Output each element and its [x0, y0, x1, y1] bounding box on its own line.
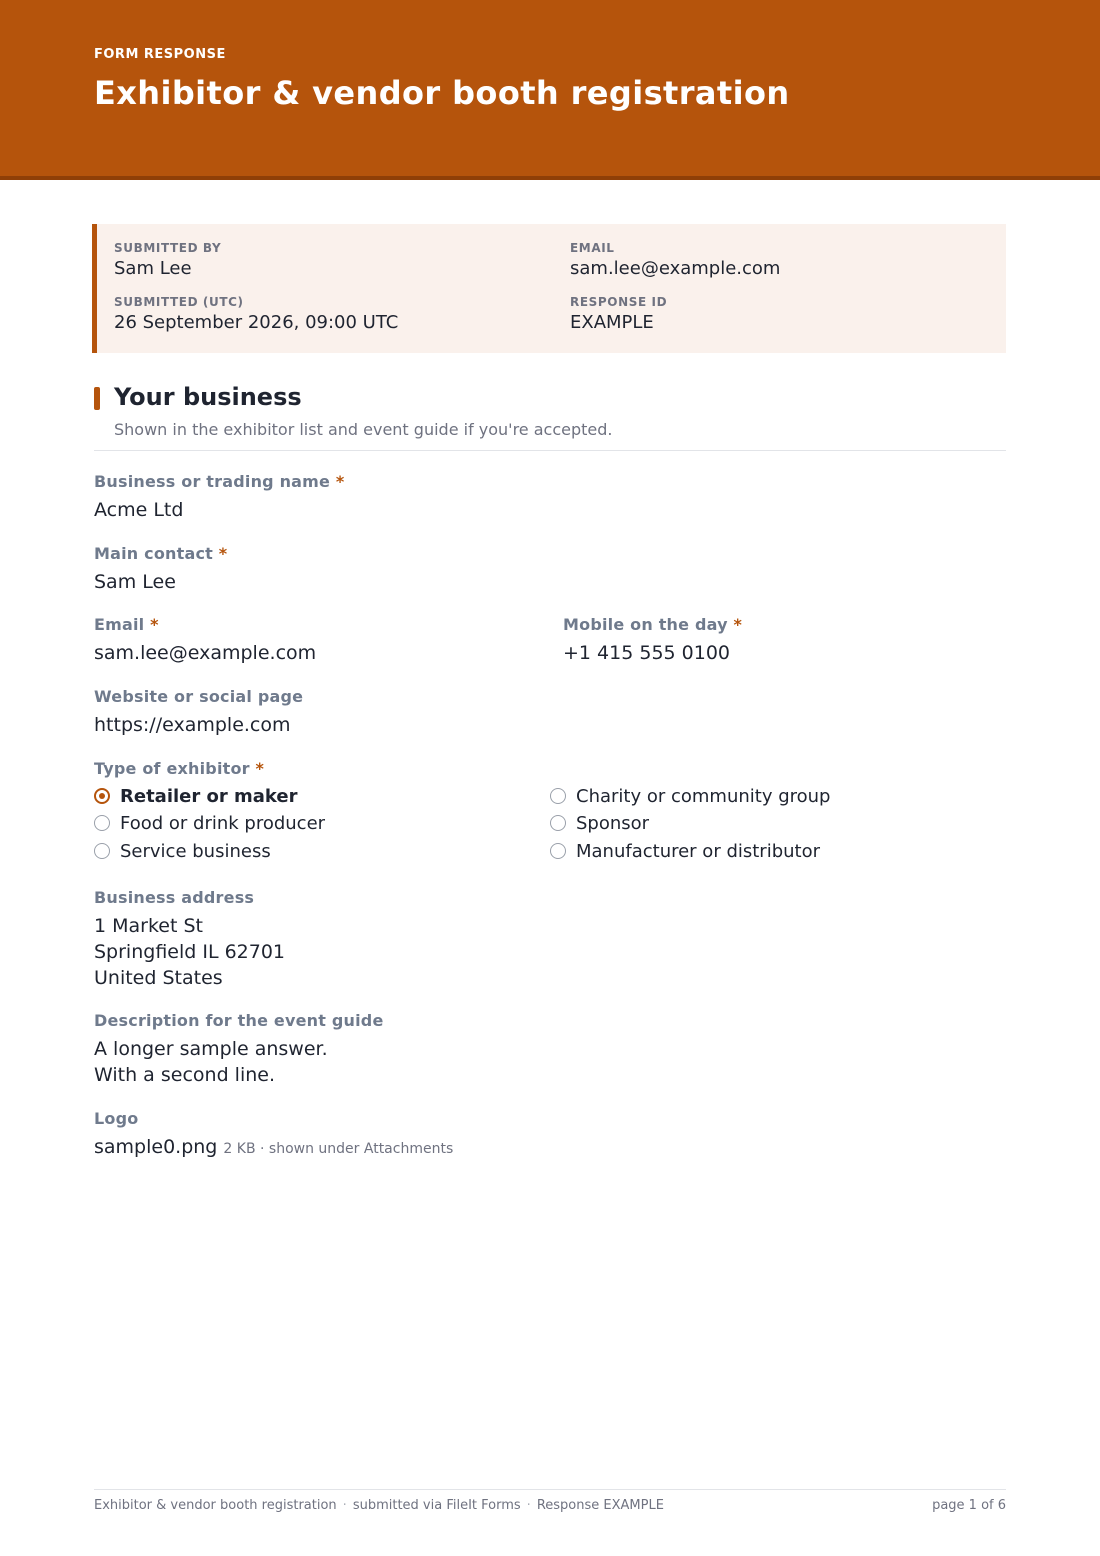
attachment-meta: 2 KB · shown under Attachments: [223, 1141, 454, 1157]
submitted-date: [114, 295, 398, 333]
footer-response: Response EXAMPLE: [536, 1498, 664, 1513]
footer-via: submitted via FileIt Forms: [352, 1498, 521, 1513]
radio-option-label: Service business: [120, 840, 271, 862]
field-email: [94, 615, 316, 666]
address-line: 1 Market St: [94, 915, 203, 937]
radio-option-food[interactable]: [94, 811, 325, 835]
submitted-by-value: Sam Lee: [114, 258, 192, 279]
field-exhibitor-type: [94, 759, 264, 778]
footer-separator: ·: [342, 1498, 347, 1513]
field-label: Logo: [94, 1109, 139, 1128]
radio-empty-icon: [550, 815, 566, 831]
field-label: Main contact *: [94, 544, 228, 563]
section-divider: [94, 450, 1006, 451]
field-value: https://example.com: [94, 714, 291, 736]
response-id: [570, 295, 667, 333]
submitted-date-label: SUBMITTED (UTC): [114, 295, 244, 309]
page-number: page 1 of 6: [932, 1498, 1006, 1513]
page-title: Exhibitor & vendor booth registration: [94, 74, 790, 112]
description-line: A longer sample answer.: [94, 1038, 328, 1060]
field-value: +1 415 555 0100: [563, 642, 731, 664]
section-subtitle: Shown in the exhibitor list and event guide if you're accepted.: [114, 420, 613, 439]
meta-email: [570, 241, 780, 279]
submitted-by: [114, 241, 221, 279]
required-marker: *: [150, 615, 159, 634]
submitted-by-label: SUBMITTED BY: [114, 241, 222, 255]
field-mobile: [563, 615, 742, 666]
radio-empty-icon: [550, 788, 566, 804]
required-marker: *: [255, 759, 265, 778]
field-value: sam.lee@example.com: [94, 642, 317, 664]
radio-option-charity[interactable]: [550, 784, 830, 808]
field-value: Acme Ltd: [94, 499, 184, 521]
field-business-name: [94, 472, 344, 523]
address-line: United States: [94, 967, 223, 989]
radio-option-label: Retailer or maker: [120, 785, 298, 807]
field-value: [94, 913, 285, 991]
submitted-date-value: 26 September 2026, 09:00 UTC: [114, 312, 399, 333]
radio-option-label: Sponsor: [576, 812, 650, 834]
radio-option-sponsor[interactable]: [550, 811, 649, 835]
field-label: Business or trading name *: [94, 472, 345, 491]
radio-option-manufacturer[interactable]: [550, 839, 820, 863]
submission-meta-panel: [92, 224, 1006, 353]
footer-divider: [94, 1489, 1006, 1490]
footer-form-name: Exhibitor & vendor booth registration: [94, 1498, 337, 1513]
radio-option-retailer[interactable]: [94, 784, 298, 808]
field-address: [94, 888, 285, 991]
field-website: [94, 687, 303, 738]
field-label: Website or social page: [94, 687, 304, 706]
response-id-label: RESPONSE ID: [570, 295, 668, 309]
field-main-contact: [94, 544, 227, 595]
section-accent-bar: [94, 387, 100, 410]
field-value: [94, 1134, 453, 1162]
field-label: Type of exhibitor *: [94, 759, 265, 778]
field-value: Sam Lee: [94, 571, 176, 593]
header-kicker: FORM RESPONSE: [94, 47, 226, 62]
meta-email-label: EMAIL: [570, 241, 615, 255]
response-id-value: EXAMPLE: [570, 312, 654, 333]
address-line: Springfield IL 62701: [94, 941, 286, 963]
field-logo: [94, 1109, 453, 1162]
radio-selected-icon: [94, 788, 110, 804]
field-value: [94, 1036, 384, 1088]
radio-empty-icon: [94, 815, 110, 831]
description-line: With a second line.: [94, 1064, 275, 1086]
field-label: Description for the event guide: [94, 1011, 384, 1030]
field-label: Business address: [94, 888, 255, 907]
field-label: Email *: [94, 615, 159, 634]
footer-separator: ·: [526, 1498, 531, 1513]
meta-email-value: sam.lee@example.com: [570, 258, 781, 279]
required-marker: *: [218, 544, 228, 563]
radio-empty-icon: [94, 843, 110, 859]
attachment-filename[interactable]: sample0.png: [94, 1136, 218, 1158]
radio-option-label: Charity or community group: [576, 785, 831, 807]
field-label: Mobile on the day *: [563, 615, 743, 634]
required-marker: *: [733, 615, 743, 634]
field-description: [94, 1011, 384, 1088]
required-marker: *: [335, 472, 345, 491]
section-title: Your business: [114, 383, 302, 411]
radio-option-label: Manufacturer or distributor: [576, 840, 821, 862]
form-header: [0, 0, 1100, 180]
footer-info: [94, 1498, 664, 1513]
radio-empty-icon: [550, 843, 566, 859]
radio-option-label: Food or drink producer: [120, 812, 326, 834]
radio-option-service[interactable]: [94, 839, 271, 863]
